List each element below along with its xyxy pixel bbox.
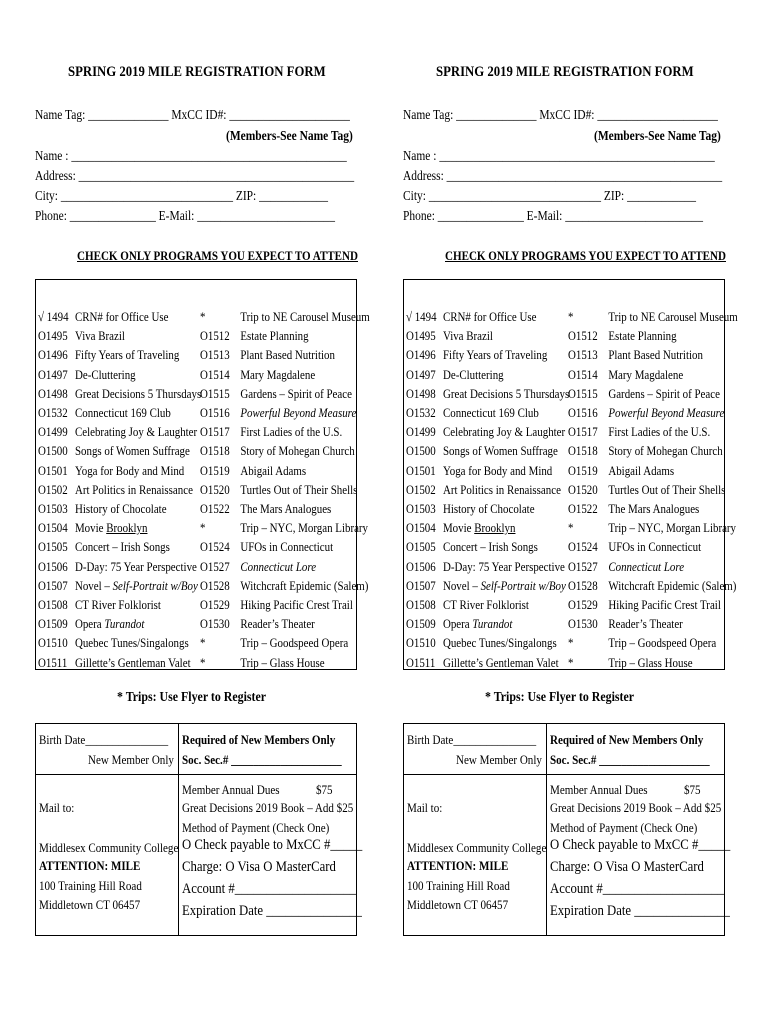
- city-state-zip: Middletown CT 06457: [407, 897, 509, 912]
- members-note: (Members-See Name Tag): [226, 128, 353, 143]
- program-name: Connecticut 169 Club: [74, 405, 171, 420]
- program-checkbox-code[interactable]: √ 1494: [38, 309, 69, 324]
- soc-sec-field[interactable]: Soc. Sec.# ____________________: [550, 752, 710, 767]
- attention-line: ATTENTION: MILE: [407, 858, 509, 873]
- mail-to-label: Mail to:: [39, 800, 75, 815]
- book-line: Great Decisions 2019 Book – Add $25: [182, 800, 354, 815]
- program-name: [608, 559, 684, 575]
- program-name: The Mars Analogues: [240, 501, 332, 516]
- horizontal-divider: [404, 774, 724, 775]
- required-new-members-label: Required of New Members Only: [550, 732, 704, 747]
- program-name: Viva Brazil: [74, 328, 125, 344]
- program-name: Yoga for Body and Mind: [74, 462, 185, 478]
- program-checkbox-code[interactable]: O1520: [568, 481, 598, 497]
- program-name: Witchcraft Epidemic (Salem): [608, 577, 737, 593]
- program-checkbox-code[interactable]: O1513: [568, 347, 598, 363]
- program-checkbox-code[interactable]: O1511: [38, 654, 68, 670]
- program-name: Concert – Irish Songs: [442, 539, 538, 555]
- program-name: Reader’s Theater: [240, 616, 315, 632]
- mail-to-label: Mail to:: [407, 800, 443, 815]
- program-name: Hiking Pacific Crest Trail: [608, 597, 721, 612]
- program-name: Abigail Adams: [608, 462, 675, 478]
- program-name: Turtles Out of Their Shells: [608, 481, 726, 497]
- program-name: Reader’s Theater: [608, 616, 683, 632]
- program-checkbox-code[interactable]: O1514: [200, 366, 230, 382]
- program-checkbox-code[interactable]: O1509: [38, 616, 68, 632]
- program-name: Art Politics in Renaissance: [442, 481, 561, 497]
- program-checkbox-code[interactable]: O1508: [38, 597, 68, 612]
- program-checkbox-code[interactable]: O1502: [406, 481, 436, 497]
- program-name: Trip – Glass House: [240, 654, 325, 670]
- dues-amount: $75: [316, 782, 333, 797]
- program-name: First Ladies of the U.S.: [608, 424, 711, 440]
- program-name: [443, 578, 566, 594]
- program-checkbox-code[interactable]: O1497: [38, 366, 68, 382]
- trips-note: * Trips: Use Flyer to Register: [117, 690, 267, 705]
- program-name: Viva Brazil: [442, 328, 493, 344]
- program-checkbox-code[interactable]: *: [200, 309, 206, 324]
- program-name: Plant Based Nutrition: [608, 347, 703, 363]
- program-name: [443, 616, 512, 632]
- program-name-italic: Turandot: [472, 616, 513, 632]
- program-name: CT River Folklorist: [74, 597, 161, 612]
- program-name: Gardens – Spirit of Peace: [240, 385, 352, 401]
- program-checkbox-code[interactable]: O1518: [568, 443, 598, 459]
- program-name-prefix: Opera: [442, 616, 473, 632]
- program-checkbox-code[interactable]: O1519: [200, 462, 230, 478]
- program-name: D-Day: 75 Year Perspective: [442, 558, 565, 574]
- payment-box: [35, 723, 363, 936]
- program-name: Fifty Years of Traveling: [442, 347, 548, 363]
- program-name: Yoga for Body and Mind: [442, 462, 553, 478]
- program-checkbox-code[interactable]: O1495: [406, 328, 436, 344]
- check-programs-heading: CHECK ONLY PROGRAMS YOU EXPECT TO ATTEND: [77, 248, 359, 263]
- program-checkbox-code[interactable]: O1512: [200, 328, 230, 344]
- expiration-date-field[interactable]: Expiration Date _______________: [550, 903, 730, 919]
- street-address: 100 Training Hill Road: [39, 878, 142, 893]
- address-field[interactable]: Address: ________________________________________________: [35, 168, 355, 183]
- program-name-italic: Powerful Beyond Measure: [240, 405, 357, 420]
- program-checkbox-code[interactable]: *: [200, 520, 206, 536]
- program-name: Story of Mohegan Church: [240, 443, 355, 459]
- registration-form-right: [368, 0, 738, 1024]
- program-checkbox-code[interactable]: O1504: [38, 520, 68, 536]
- program-checkbox-code[interactable]: O1530: [200, 616, 230, 632]
- program-name: [240, 559, 316, 575]
- check-payable-option[interactable]: O Check payable to MxCC #_____: [550, 837, 731, 853]
- name-field[interactable]: Name : ________________________________________________: [35, 148, 347, 163]
- college-name: Middlesex Community College: [407, 840, 547, 855]
- birth-date-field[interactable]: Birth Date_______________: [407, 732, 537, 747]
- program-name-italic: Turandot: [104, 616, 145, 632]
- program-name: Songs of Women Suffrage: [442, 443, 558, 459]
- program-checkbox-code[interactable]: O1498: [406, 385, 436, 401]
- program-checkbox-code[interactable]: O1496: [38, 347, 68, 363]
- program-name: Estate Planning: [240, 328, 309, 344]
- program-name: Trip – NYC, Morgan Library: [240, 520, 369, 536]
- program-checkbox-code[interactable]: O1507: [38, 577, 68, 593]
- program-name: Story of Mohegan Church: [608, 443, 723, 459]
- program-name: Celebrating Joy & Laughter: [442, 424, 566, 440]
- program-checkbox-code[interactable]: O1502: [38, 481, 68, 497]
- program-list-box: [403, 279, 738, 670]
- program-checkbox-code[interactable]: O1497: [406, 366, 436, 382]
- program-name: CRN# for Office Use: [74, 309, 169, 324]
- program-name: Trip – Goodspeed Opera: [608, 635, 717, 651]
- program-name: History of Chocolate: [74, 501, 167, 516]
- program-name: D-Day: 75 Year Perspective: [74, 558, 197, 574]
- program-name: Gillette’s Gentleman Valet: [74, 654, 191, 670]
- program-checkbox-code[interactable]: O1503: [38, 501, 68, 516]
- address-field[interactable]: Address: ________________________________________________: [403, 168, 723, 183]
- program-checkbox-code[interactable]: √ 1494: [406, 309, 437, 324]
- program-name: Plant Based Nutrition: [240, 347, 335, 363]
- program-name: Great Decisions 5 Thursdays: [74, 385, 202, 401]
- program-checkbox-code[interactable]: O1500: [38, 443, 68, 459]
- program-checkbox-code[interactable]: O1507: [406, 577, 436, 593]
- registration-form-left: [0, 0, 370, 1024]
- book-line: Great Decisions 2019 Book – Add $25: [550, 800, 722, 815]
- program-checkbox-code[interactable]: O1515: [200, 385, 230, 401]
- new-member-only-label: New Member Only: [88, 752, 174, 767]
- program-checkbox-code[interactable]: O1524: [568, 539, 598, 555]
- program-checkbox-code[interactable]: O1505: [406, 539, 436, 555]
- program-checkbox-code[interactable]: O1517: [568, 424, 598, 440]
- dues-amount: $75: [684, 782, 701, 797]
- program-checkbox-code[interactable]: O1514: [568, 366, 598, 382]
- program-checkbox-code[interactable]: O1527: [200, 558, 230, 574]
- vertical-divider: [546, 724, 547, 935]
- program-checkbox-code[interactable]: O1508: [406, 597, 436, 612]
- program-checkbox-code[interactable]: O1518: [200, 443, 230, 459]
- program-checkbox-code[interactable]: O1519: [568, 462, 598, 478]
- program-name: Trip to NE Carousel Museum: [608, 309, 738, 324]
- program-name: Gillette’s Gentleman Valet: [442, 654, 559, 670]
- program-name: [75, 520, 148, 536]
- payment-method-label: Method of Payment (Check One): [182, 820, 330, 835]
- program-checkbox-code[interactable]: O1501: [38, 462, 68, 478]
- city-zip-field[interactable]: City: ______________________________ ZIP: ____________: [403, 188, 696, 203]
- program-name-prefix: Novel –: [442, 577, 481, 593]
- program-name: The Mars Analogues: [608, 501, 700, 516]
- program-name: Turtles Out of Their Shells: [240, 481, 358, 497]
- attention-line: ATTENTION: MILE: [39, 858, 141, 873]
- program-checkbox-code[interactable]: O1529: [200, 597, 230, 612]
- program-name-prefix: Novel –: [74, 577, 113, 593]
- program-checkbox-code[interactable]: O1499: [38, 424, 68, 440]
- program-name: First Ladies of the U.S.: [240, 424, 343, 440]
- program-name: Great Decisions 5 Thursdays: [442, 385, 570, 401]
- program-checkbox-code[interactable]: O1516: [568, 405, 598, 420]
- program-checkbox-code[interactable]: O1510: [406, 635, 436, 651]
- program-checkbox-code[interactable]: O1513: [200, 347, 230, 363]
- program-name: CRN# for Office Use: [442, 309, 537, 324]
- program-name: Trip – Glass House: [608, 654, 693, 670]
- program-name-italic: Self-Portrait w/Boy: [480, 577, 566, 593]
- program-name: De-Cluttering: [442, 366, 504, 382]
- program-checkbox-code[interactable]: O1495: [38, 328, 68, 344]
- program-name: [75, 616, 144, 632]
- payment-method-label: Method of Payment (Check One): [550, 820, 698, 835]
- name-tag-field[interactable]: Name Tag: ______________ MxCC ID#: _____________________: [403, 107, 718, 122]
- account-number-field[interactable]: Account #___________________: [550, 881, 724, 897]
- program-name: Celebrating Joy & Laughter: [74, 424, 198, 440]
- program-checkbox-code[interactable]: O1532: [38, 405, 68, 420]
- street-address: 100 Training Hill Road: [407, 878, 510, 893]
- birth-date-field[interactable]: Birth Date_______________: [39, 732, 169, 747]
- program-name: Abigail Adams: [240, 462, 307, 478]
- program-name: Witchcraft Epidemic (Salem): [240, 577, 369, 593]
- program-name: UFOs in Connecticut: [608, 539, 702, 555]
- program-checkbox-code[interactable]: O1500: [406, 443, 436, 459]
- program-checkbox-code[interactable]: *: [568, 654, 574, 670]
- horizontal-divider: [36, 774, 356, 775]
- program-name: [240, 405, 356, 421]
- city-state-zip: Middletown CT 06457: [39, 897, 141, 912]
- program-checkbox-code[interactable]: O1506: [38, 558, 68, 574]
- program-name-underlined: Brooklyn: [474, 520, 516, 536]
- program-name-prefix: Opera: [74, 616, 105, 632]
- program-name: [443, 520, 516, 536]
- program-checkbox-code[interactable]: O1520: [200, 481, 230, 497]
- program-checkbox-code[interactable]: *: [568, 635, 574, 651]
- program-checkbox-code[interactable]: O1504: [406, 520, 436, 536]
- program-checkbox-code[interactable]: O1498: [38, 385, 68, 401]
- program-checkbox-code[interactable]: O1499: [406, 424, 436, 440]
- program-checkbox-code[interactable]: O1532: [406, 405, 436, 420]
- program-name: Mary Magdalene: [608, 366, 684, 382]
- payment-box: [403, 723, 731, 936]
- program-name: CT River Folklorist: [442, 597, 529, 612]
- soc-sec-field[interactable]: Soc. Sec.# ____________________: [182, 752, 342, 767]
- name-field[interactable]: Name : ________________________________________________: [403, 148, 715, 163]
- program-checkbox-code[interactable]: O1522: [200, 501, 230, 516]
- program-name: [608, 405, 724, 421]
- program-name: Quebec Tunes/Singalongs: [74, 635, 189, 651]
- members-note: (Members-See Name Tag): [594, 128, 721, 143]
- phone-email-field[interactable]: Phone: _______________ E-Mail: ________________________: [403, 208, 703, 223]
- new-member-only-label: New Member Only: [456, 752, 542, 767]
- dues-label: Member Annual Dues: [550, 782, 648, 797]
- program-name-prefix: Movie: [442, 520, 475, 536]
- program-checkbox-code[interactable]: O1496: [406, 347, 436, 363]
- form-title: SPRING 2019 MILE REGISTRATION FORM: [68, 64, 326, 80]
- program-checkbox-code[interactable]: O1516: [200, 405, 230, 420]
- program-checkbox-code[interactable]: O1524: [200, 539, 230, 555]
- program-checkbox-code[interactable]: O1503: [406, 501, 436, 516]
- program-checkbox-code[interactable]: O1527: [568, 558, 598, 574]
- program-checkbox-code[interactable]: O1505: [38, 539, 68, 555]
- program-name-italic: Self-Portrait w/Boy: [112, 577, 198, 593]
- program-name: Connecticut 169 Club: [442, 405, 539, 420]
- expiration-date-field[interactable]: Expiration Date _______________: [182, 903, 362, 919]
- program-name: Fifty Years of Traveling: [74, 347, 180, 363]
- program-name: Quebec Tunes/Singalongs: [442, 635, 557, 651]
- program-name: Trip – NYC, Morgan Library: [608, 520, 737, 536]
- form-title: SPRING 2019 MILE REGISTRATION FORM: [436, 64, 694, 80]
- program-checkbox-code[interactable]: *: [568, 309, 574, 324]
- program-name: De-Cluttering: [74, 366, 136, 382]
- program-list-box: [35, 279, 370, 670]
- program-name: Gardens – Spirit of Peace: [608, 385, 720, 401]
- college-name: Middlesex Community College: [39, 840, 179, 855]
- program-name-italic: Powerful Beyond Measure: [608, 405, 725, 420]
- program-name: Trip to NE Carousel Museum: [240, 309, 370, 324]
- program-checkbox-code[interactable]: *: [200, 635, 206, 651]
- dues-label: Member Annual Dues: [182, 782, 280, 797]
- program-checkbox-code[interactable]: O1501: [406, 462, 436, 478]
- account-number-field[interactable]: Account #___________________: [182, 881, 356, 897]
- program-name: Estate Planning: [608, 328, 677, 344]
- program-checkbox-code[interactable]: O1509: [406, 616, 436, 632]
- charge-card-options[interactable]: Charge: O Visa O MasterCard: [550, 859, 704, 875]
- trips-note: * Trips: Use Flyer to Register: [485, 690, 635, 705]
- program-checkbox-code[interactable]: O1528: [568, 577, 598, 593]
- check-programs-heading: CHECK ONLY PROGRAMS YOU EXPECT TO ATTEND: [445, 248, 727, 263]
- program-checkbox-code[interactable]: *: [200, 654, 206, 670]
- program-checkbox-code[interactable]: O1512: [568, 328, 598, 344]
- city-zip-field[interactable]: City: ______________________________ ZIP: ____________: [35, 188, 328, 203]
- program-name: [75, 578, 198, 594]
- check-payable-option[interactable]: O Check payable to MxCC #_____: [182, 837, 363, 853]
- program-name: Mary Magdalene: [240, 366, 316, 382]
- program-checkbox-code[interactable]: O1530: [568, 616, 598, 632]
- program-checkbox-code[interactable]: O1511: [406, 654, 436, 670]
- charge-card-options[interactable]: Charge: O Visa O MasterCard: [182, 859, 336, 875]
- program-name: History of Chocolate: [442, 501, 535, 516]
- program-name: Songs of Women Suffrage: [74, 443, 190, 459]
- program-checkbox-code[interactable]: O1506: [406, 558, 436, 574]
- program-checkbox-code[interactable]: O1529: [568, 597, 598, 612]
- required-new-members-label: Required of New Members Only: [182, 732, 336, 747]
- program-name-prefix: Movie: [74, 520, 107, 536]
- program-checkbox-code[interactable]: O1510: [38, 635, 68, 651]
- phone-email-field[interactable]: Phone: _______________ E-Mail: ________________________: [35, 208, 335, 223]
- program-checkbox-code[interactable]: O1528: [200, 577, 230, 593]
- name-tag-field[interactable]: Name Tag: ______________ MxCC ID#: _____________________: [35, 107, 350, 122]
- program-name: Trip – Goodspeed Opera: [240, 635, 349, 651]
- program-name-italic: Connecticut Lore: [608, 558, 685, 574]
- program-name: Concert – Irish Songs: [74, 539, 170, 555]
- program-checkbox-code[interactable]: O1517: [200, 424, 230, 440]
- program-checkbox-code[interactable]: *: [568, 520, 574, 536]
- program-name: UFOs in Connecticut: [240, 539, 334, 555]
- program-name: Art Politics in Renaissance: [74, 481, 193, 497]
- program-name: Hiking Pacific Crest Trail: [240, 597, 353, 612]
- vertical-divider: [178, 724, 179, 935]
- program-checkbox-code[interactable]: O1522: [568, 501, 598, 516]
- program-checkbox-code[interactable]: O1515: [568, 385, 598, 401]
- program-name-italic: Connecticut Lore: [240, 558, 317, 574]
- program-name-underlined: Brooklyn: [106, 520, 148, 536]
